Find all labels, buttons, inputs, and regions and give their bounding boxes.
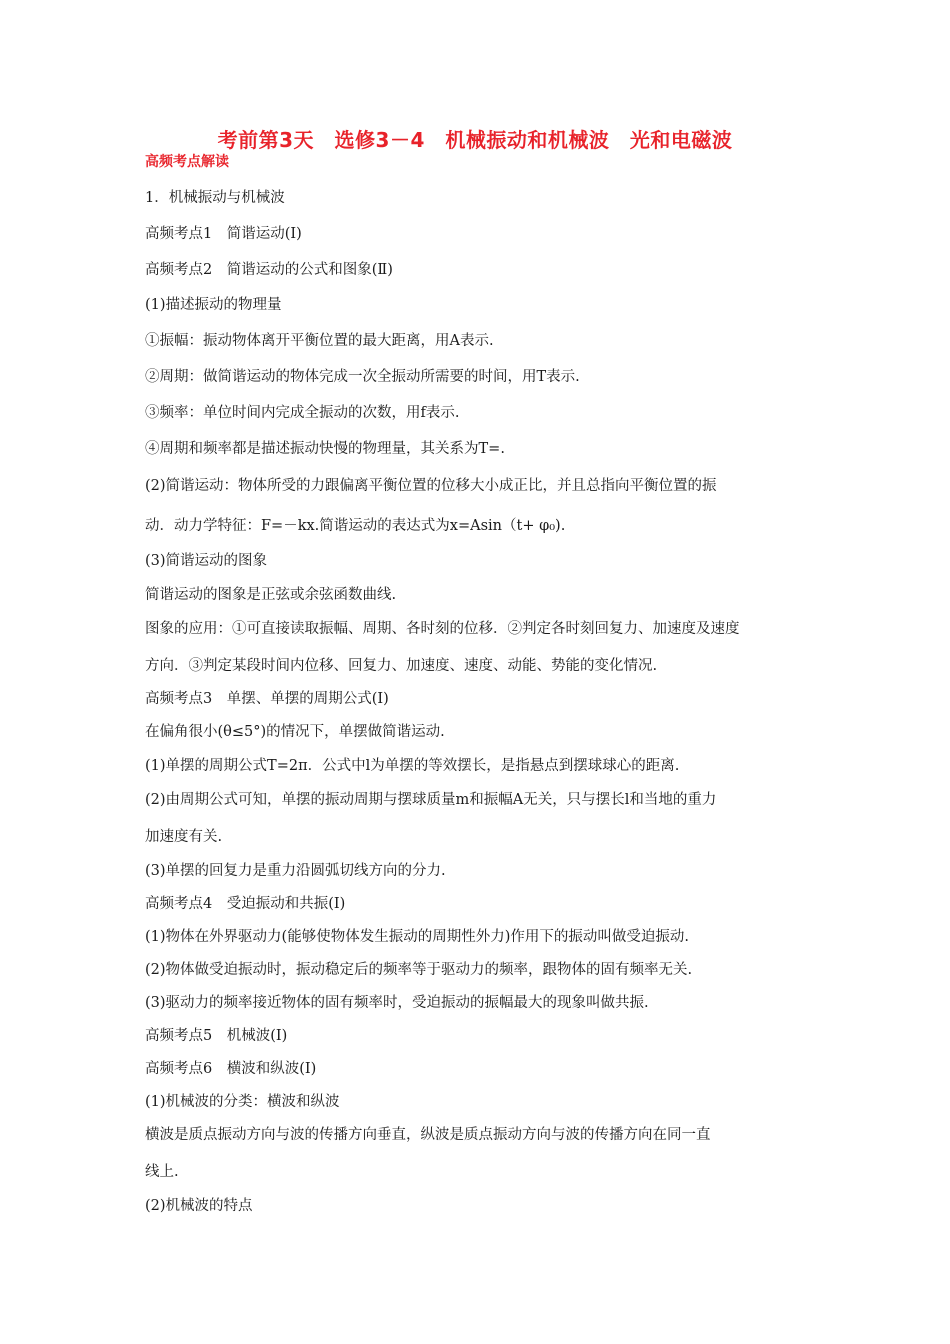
text-line: ④周期和频率都是描述振动快慢的物理量，其关系为T=. [145,441,505,457]
text-line: (1)机械波的分类：横波和纵波 [145,1094,340,1110]
text-line: 横波是质点振动方向与波的传播方向垂直，纵波是质点振动方向与波的传播方向在同一直 [145,1127,711,1143]
text-line: (1)描述振动的物理量 [145,297,282,313]
text-line: (1)物体在外界驱动力(能够使物体发生振动的周期性外力)作用下的振动叫做受迫振动. [145,929,689,945]
text-line: 高频考点5 机械波(Ⅰ) [145,1028,288,1044]
text-line: (1)单摆的周期公式T=2π．公式中l为单摆的等效摆长，是指悬点到摆球球心的距离. [145,758,680,774]
text-line: 高频考点4 受迫振动和共振(Ⅰ) [145,896,346,912]
text-line: 高频考点1 简谐运动(Ⅰ) [145,226,302,242]
text-line: ③频率：单位时间内完成全振动的次数，用f表示. [145,405,460,421]
text-line: (3)驱动力的频率接近物体的固有频率时，受迫振动的振幅最大的现象叫做共振. [145,995,649,1011]
text-line: (3)简谐运动的图象 [145,553,268,569]
text-line: 动．动力学特征：F=－kx.简谐运动的表达式为x=Asin（t+ φ₀). [145,518,566,534]
text-line: (2)简谐运动：物体所受的力跟偏离平衡位置的位移大小成正比，并且总指向平衡位置的振 [145,478,717,494]
text-line: (2)机械波的特点 [145,1198,253,1214]
text-line: 方向．③判定某段时间内位移、回复力、加速度、速度、动能、势能的变化情况. [145,658,658,674]
text-line: (2)物体做受迫振动时，振动稳定后的频率等于驱动力的频率，跟物体的固有频率无关. [145,962,693,978]
text-line: 高频考点3 单摆、单摆的周期公式(Ⅰ) [145,691,389,707]
text-line: 简谐运动的图象是正弦或余弦函数曲线. [145,587,397,603]
section-heading: 高频考点解读 [145,154,229,170]
text-line: 在偏角很小(θ≤5°)的情况下，单摆做简谐运动. [145,724,445,740]
text-line: 线上. [145,1164,179,1180]
text-line: 加速度有关. [145,829,223,845]
text-line: 高频考点2 简谐运动的公式和图象(Ⅱ) [145,262,393,278]
text-line: 1．机械振动与机械波 [145,190,285,206]
text-line: ②周期：做简谐运动的物体完成一次全振动所需要的时间，用T表示. [145,369,580,385]
text-line: (2)由周期公式可知，单摆的振动周期与摆球质量m和振幅A无关，只与摆长l和当地的重力 [145,792,717,808]
text-line: 图象的应用：①可直接读取振幅、周期、各时刻的位移．②判定各时刻回复力、加速度及速度 [145,621,740,637]
page-title: 考前第3天 选修3－4 机械振动和机械波 光和电磁波 [217,128,733,152]
text-line: ①振幅：振动物体离开平衡位置的最大距离，用A表示. [145,333,494,349]
text-line: 高频考点6 横波和纵波(Ⅰ) [145,1061,317,1077]
text-line: (3)单摆的回复力是重力沿圆弧切线方向的分力. [145,863,446,879]
